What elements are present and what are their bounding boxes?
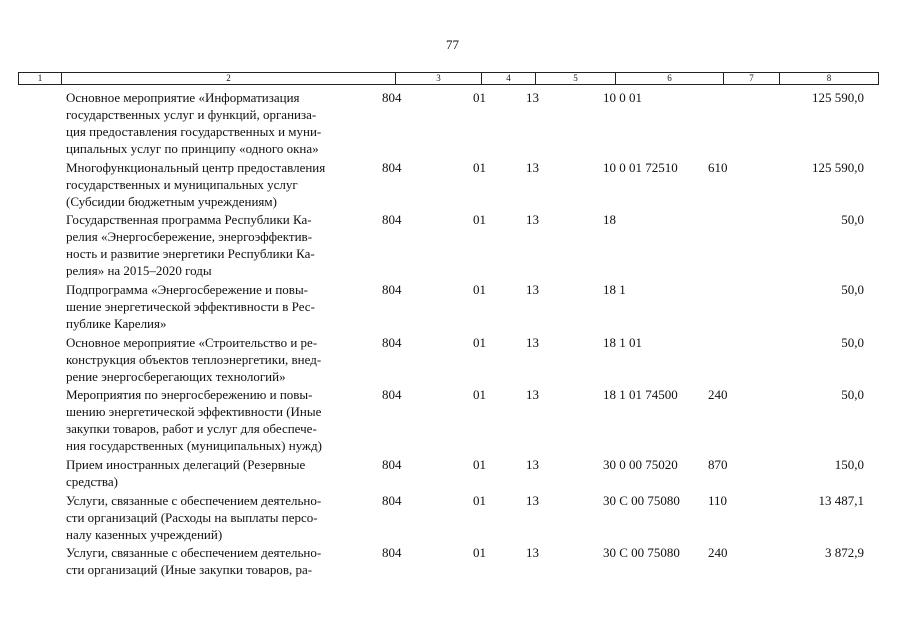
column-number-4: 4 (482, 73, 536, 84)
row-target-code: 30 0 00 75020 (603, 457, 678, 473)
row-name-line: государственных услуг и функций, организа- (66, 107, 317, 122)
row-ved-code: 804 (382, 334, 402, 350)
row-section-code: 01 (473, 159, 486, 175)
row-name-line: ция предоставления государственных и муни- (66, 124, 322, 139)
column-number-2: 2 (62, 73, 396, 84)
row-name-line: конструкция объектов теплоэнергетики, внед- (66, 351, 322, 367)
row-name (66, 334, 371, 385)
row-name-line: Подпрограмма «Энергосбережение и повы- (66, 282, 309, 298)
column-number-6: 6 (616, 73, 724, 84)
row-ved-code: 804 (382, 90, 402, 105)
row-amount: 150,0 (834, 457, 864, 473)
row-subsection-code: 13 (526, 492, 539, 508)
row-target-code: 30 С 00 75080 (603, 545, 680, 561)
row-subsection-code: 13 (526, 387, 539, 403)
row-name-line: шение энергетической эффективности в Рес- (66, 299, 315, 315)
row-name (66, 544, 371, 578)
row-amount: 125 590,0 (812, 90, 864, 105)
table-column-header (18, 72, 879, 85)
row-name-line: ность и развитие энергетики Республики Ка- (66, 246, 315, 262)
row-name-line: Услуги, связанные с обеспечением деятельно- (66, 545, 322, 561)
row-ved-code: 804 (382, 282, 402, 298)
row-ved-code: 804 (382, 492, 402, 508)
row-name-line: закупки товаров, работ и услуг для обеспече- (66, 421, 317, 437)
row-subsection-code: 13 (526, 159, 539, 175)
row-amount: 50,0 (841, 282, 864, 298)
row-name-line: Мероприятия по энергосбережению и повы- (66, 387, 313, 403)
row-name-line: релия» на 2015–2020 годы (66, 263, 212, 279)
row-amount: 50,0 (841, 212, 864, 228)
row-subsection-code: 13 (526, 282, 539, 298)
row-expense-type-code: 240 (708, 387, 728, 403)
row-name-line: релия «Энергосбережение, энергоэффектив- (66, 229, 313, 245)
row-expense-type-code: 870 (708, 457, 728, 473)
row-section-code: 01 (473, 212, 486, 228)
row-name-line: Основное мероприятие «Информатизация (66, 90, 300, 105)
row-ved-code: 804 (382, 545, 402, 561)
row-target-code: 10 0 01 (603, 90, 642, 105)
row-name (66, 456, 371, 490)
row-subsection-code: 13 (526, 545, 539, 561)
row-expense-type-code: 110 (708, 492, 728, 508)
row-ved-code: 804 (382, 387, 402, 403)
row-name-line: шению энергетической эффективности (Иные (66, 404, 322, 420)
row-name-line: государственных и муниципальных услуг (66, 176, 298, 192)
row-name-line: публике Карелия» (66, 316, 167, 332)
row-target-code: 10 0 01 72510 (603, 159, 678, 175)
row-ved-code: 804 (382, 457, 402, 473)
row-section-code: 01 (473, 492, 486, 508)
row-name (66, 159, 371, 210)
row-name (66, 281, 371, 332)
row-section-code: 01 (473, 457, 486, 473)
row-section-code: 01 (473, 282, 486, 298)
row-target-code: 18 1 01 74500 (603, 387, 678, 403)
row-amount: 50,0 (841, 387, 864, 403)
row-name-line: Услуги, связанные с обеспечением деятельно- (66, 492, 322, 508)
column-number-5: 5 (536, 73, 616, 84)
row-subsection-code: 13 (526, 457, 539, 473)
row-name-line: средства) (66, 474, 118, 490)
row-section-code: 01 (473, 545, 486, 561)
row-expense-type-code: 610 (708, 159, 728, 175)
row-name (66, 211, 371, 279)
row-name-line: Многофункциональный центр предоставления (66, 159, 326, 175)
row-name (66, 492, 371, 543)
row-expense-type-code: 240 (708, 545, 728, 561)
row-name-line: ципальных услуг по принципу «одного окна» (66, 141, 319, 156)
row-name-line: Государственная программа Республики Ка- (66, 212, 312, 228)
row-amount: 125 590,0 (812, 159, 864, 175)
row-target-code: 18 1 01 (603, 334, 642, 350)
row-name (66, 89, 371, 157)
column-number-1: 1 (19, 73, 62, 84)
row-subsection-code: 13 (526, 212, 539, 228)
row-name-line: сти организаций (Расходы на выплаты персо- (66, 509, 318, 525)
row-name-line: рение энергосберегающих технологий» (66, 368, 286, 384)
column-number-8: 8 (780, 73, 879, 84)
row-name-line: налу казенных учреждений) (66, 526, 223, 542)
row-name (66, 386, 371, 454)
column-number-7: 7 (724, 73, 780, 84)
column-number-3: 3 (396, 73, 482, 84)
row-ved-code: 804 (382, 159, 402, 175)
row-amount: 50,0 (841, 334, 864, 350)
row-name-line: Прием иностранных делегаций (Резервные (66, 457, 306, 473)
row-section-code: 01 (473, 387, 486, 403)
row-amount: 13 487,1 (818, 492, 864, 508)
row-section-code: 01 (473, 90, 486, 105)
row-section-code: 01 (473, 334, 486, 350)
row-target-code: 18 (603, 212, 616, 228)
row-subsection-code: 13 (526, 334, 539, 350)
row-name-line: ния государственных (муниципальных) нужд) (66, 438, 322, 454)
row-ved-code: 804 (382, 212, 402, 228)
page-number: 77 (446, 37, 459, 52)
row-subsection-code: 13 (526, 90, 539, 105)
row-amount: 3 872,9 (825, 545, 864, 561)
row-name-line: сти организаций (Иные закупки товаров, ра- (66, 562, 313, 578)
row-target-code: 30 С 00 75080 (603, 492, 680, 508)
row-target-code: 18 1 (603, 282, 626, 298)
row-name-line: (Субсидии бюджетным учреждениям) (66, 193, 277, 209)
row-name-line: Основное мероприятие «Строительство и ре- (66, 334, 318, 350)
